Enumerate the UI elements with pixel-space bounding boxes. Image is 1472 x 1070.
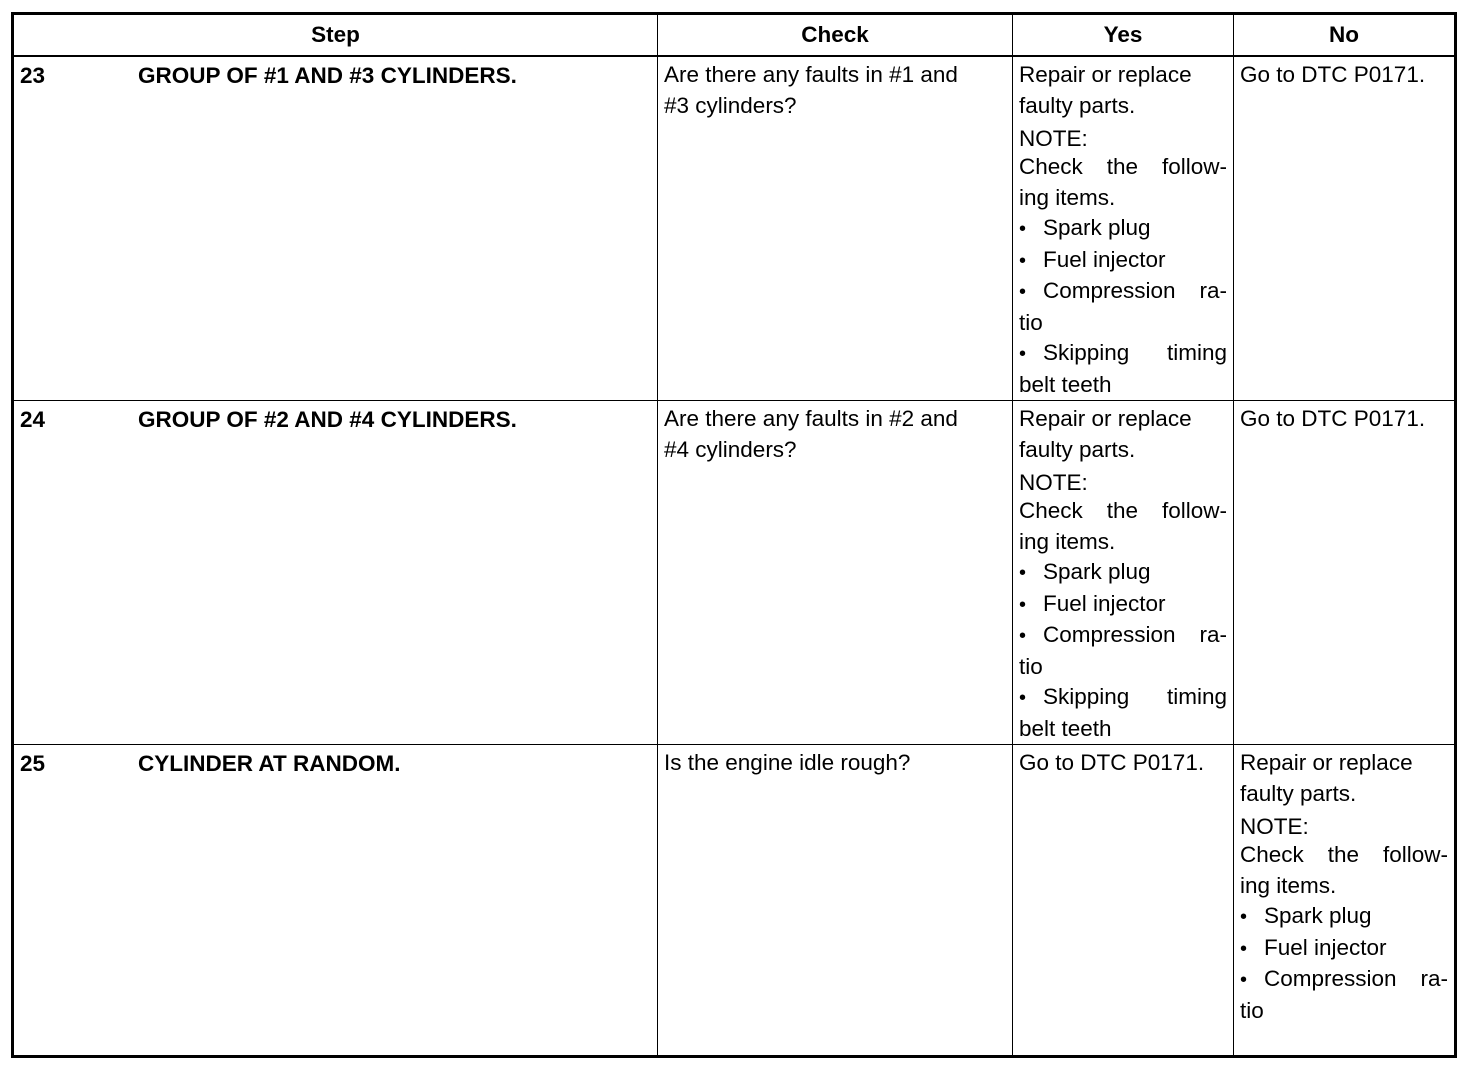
step-title: CYLINDER AT RANDOM. bbox=[138, 751, 401, 776]
bullet-icon: • bbox=[1019, 562, 1027, 584]
header-no: No bbox=[1234, 14, 1456, 57]
list-item: • Compression ra- tio bbox=[1240, 966, 1448, 1023]
check-items-list bbox=[1019, 213, 1227, 400]
note-line: Check the follow- bbox=[1240, 842, 1448, 867]
check-line: Is the engine idle rough? bbox=[664, 750, 911, 775]
header-check: Check bbox=[658, 14, 1013, 57]
check-line: Are there any faults in #1 and bbox=[664, 62, 958, 87]
note-label: NOTE: bbox=[1240, 814, 1309, 839]
header-yes: Yes bbox=[1013, 14, 1234, 57]
list-item: • Fuel injector bbox=[1240, 933, 1448, 965]
step-number: 24 bbox=[20, 407, 46, 432]
action-text: Go to DTC P0171. bbox=[1019, 750, 1205, 775]
bullet-icon: • bbox=[1019, 281, 1027, 303]
action-line: faulty parts. bbox=[1019, 436, 1136, 462]
check-items-list bbox=[1019, 557, 1227, 744]
note-line: ing items. bbox=[1019, 528, 1116, 554]
table-row bbox=[13, 401, 1456, 745]
step-title: GROUP OF #2 AND #4 CYLINDERS. bbox=[138, 407, 517, 432]
action-line: faulty parts. bbox=[1240, 780, 1357, 806]
bullet-icon: • bbox=[1019, 625, 1027, 647]
action-line: Repair or replace bbox=[1240, 750, 1413, 775]
check-cell bbox=[658, 745, 1013, 1057]
bullet-icon: • bbox=[1019, 343, 1027, 365]
diagnostic-table bbox=[11, 12, 1457, 1058]
bullet-icon: • bbox=[1240, 906, 1248, 928]
check-cell bbox=[658, 401, 1013, 745]
table-row bbox=[13, 745, 1456, 1057]
header-row bbox=[13, 14, 1456, 57]
check-line: #3 cylinders? bbox=[664, 92, 797, 118]
action-line: faulty parts. bbox=[1019, 92, 1136, 118]
step-cell bbox=[13, 56, 658, 401]
note-line: ing items. bbox=[1240, 872, 1337, 898]
no-cell bbox=[1234, 56, 1456, 401]
header-step: Step bbox=[13, 14, 658, 57]
step-cell bbox=[13, 401, 658, 745]
yes-cell bbox=[1013, 56, 1234, 401]
note-label: NOTE: bbox=[1019, 126, 1088, 151]
action-text: Go to DTC P0171. bbox=[1240, 62, 1426, 87]
note-line: Check the follow- bbox=[1019, 498, 1227, 523]
no-cell bbox=[1234, 745, 1456, 1057]
action-line: Repair or replace bbox=[1019, 406, 1192, 431]
action-text: Go to DTC P0171. bbox=[1240, 406, 1426, 431]
list-item: • Skipping timing belt teeth bbox=[1019, 340, 1227, 397]
bullet-icon: • bbox=[1240, 969, 1248, 991]
step-title: GROUP OF #1 AND #3 CYLINDERS. bbox=[138, 63, 517, 88]
note-line: ing items. bbox=[1019, 184, 1116, 210]
list-item: • Skipping timing belt teeth bbox=[1019, 684, 1227, 741]
list-item: • Spark plug bbox=[1240, 901, 1448, 933]
action-line: Repair or replace bbox=[1019, 62, 1192, 87]
list-item: • Spark plug bbox=[1019, 557, 1227, 589]
note-line: Check the follow- bbox=[1019, 154, 1227, 179]
yes-cell bbox=[1013, 745, 1234, 1057]
bullet-icon: • bbox=[1019, 249, 1027, 272]
list-item: • Spark plug bbox=[1019, 213, 1227, 245]
list-item: • Compression ra- tio bbox=[1019, 278, 1227, 335]
table-row bbox=[13, 56, 1456, 401]
no-cell bbox=[1234, 401, 1456, 745]
bullet-icon: • bbox=[1019, 218, 1027, 240]
check-line: #4 cylinders? bbox=[664, 436, 797, 462]
list-item: • Fuel injector bbox=[1019, 589, 1227, 621]
step-number: 25 bbox=[20, 751, 46, 776]
list-item: • Fuel injector bbox=[1019, 245, 1227, 277]
check-items-list bbox=[1240, 901, 1448, 1026]
step-number: 23 bbox=[20, 63, 46, 88]
bullet-icon: • bbox=[1240, 937, 1248, 960]
check-line: Are there any faults in #2 and bbox=[664, 406, 958, 431]
step-cell bbox=[13, 745, 658, 1057]
check-cell bbox=[658, 56, 1013, 401]
yes-cell bbox=[1013, 401, 1234, 745]
list-item: • Compression ra- tio bbox=[1019, 622, 1227, 679]
bullet-icon: • bbox=[1019, 593, 1027, 616]
note-label: NOTE: bbox=[1019, 470, 1088, 495]
bullet-icon: • bbox=[1019, 687, 1027, 709]
